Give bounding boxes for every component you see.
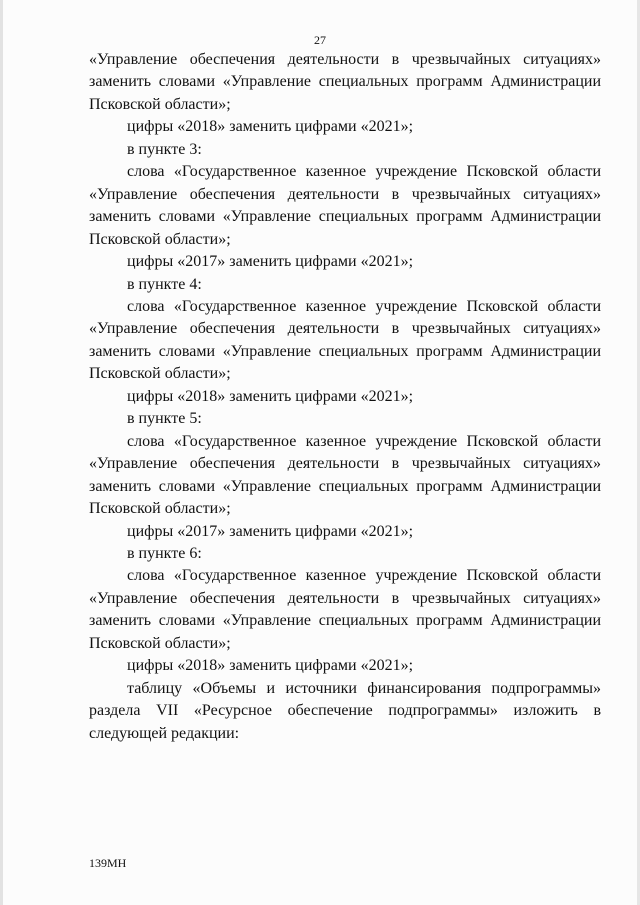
document-code: 139МН [89, 856, 127, 870]
paragraph: слова «Государственное казенное учреждение Псковской области «Управление обеспечения деятельности в чрезвычайных ситуациях» заменить словами «Управление специальных программ Администрации Псковской области»; [89, 567, 601, 652]
paragraph: в пункте 5: [127, 410, 202, 428]
paragraph: в пункте 3: [127, 140, 202, 158]
paragraph: «Управление обеспечения деятельности в чрезвычайных ситуациях» заменить словами «Управление специальных программ Администрации Псковской области»; [89, 51, 601, 113]
paragraph: цифры «2018» заменить цифрами «2021»; [127, 387, 414, 405]
paragraph: в пункте 4: [127, 275, 202, 293]
page-number: 27 [314, 33, 326, 47]
document-body [89, 49, 601, 745]
paragraph: цифры «2017» заменить цифрами «2021»; [127, 522, 414, 540]
paragraph: таблицу «Объемы и источники финансирования подпрограммы» раздела VII «Ресурсное обеспечение подпрограммы» изложить в следующей редакции: [89, 679, 601, 742]
paragraph: слова «Государственное казенное учреждение Псковской области «Управление обеспечения деятельности в чрезвычайных ситуациях» заменить словами «Управление специальных программ Администрации Псковской области»; [89, 432, 601, 518]
paragraph: слова «Государственное казенное учреждение Псковской области «Управление обеспечения деятельности в чрезвычайных ситуациях» заменить словами «Управление специальных программ Администрации Псковской области»; [89, 297, 601, 383]
paragraph: цифры «2018» заменить цифрами «2021»; [127, 657, 414, 675]
paragraph: слова «Государственное казенное учреждение Псковской области «Управление обеспечения деятельности в чрезвычайных ситуациях» заменить словами «Управление специальных программ Администрации Псковской области»; [89, 163, 601, 248]
paragraph: в пункте 6: [127, 544, 202, 562]
paragraph: цифры «2018» заменить цифрами «2021»; [127, 118, 414, 136]
paragraph: цифры «2017» заменить цифрами «2021»; [127, 253, 414, 271]
